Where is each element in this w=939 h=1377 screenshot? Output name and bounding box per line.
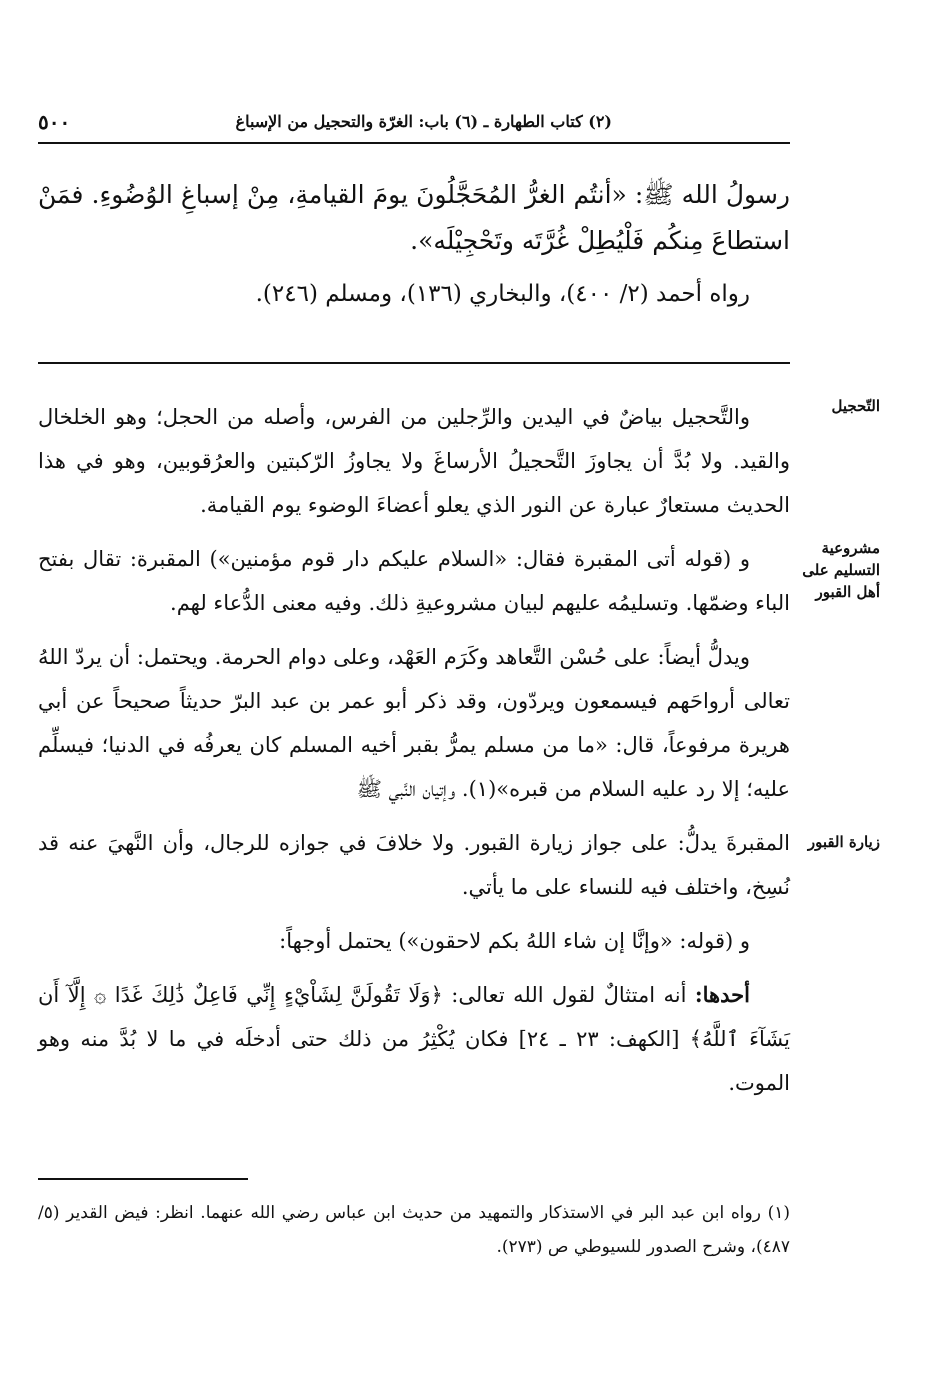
paragraph-text: أنه امتثالٌ لقول الله تعالى: ﴿وَلَا تَقُولَنَّ لِشَاْيْءٍ إِنِّي فَاعِلٌ ذَٰلِكَ غَدًا ۞ إِلَّآ أَن يَشَآءَ ٱللَّهُ﴾ [الكهف: ٢٣ ـ ٢٤] فكان يُكْثِرُ من ذلك حتى أدخلَه في ما لا بُدَّ منه وهو الموت. (38, 983, 790, 1095)
paragraph-lead: أحدها: (694, 982, 750, 1007)
sidenote-tahjil: التّحجيل (831, 397, 880, 415)
footnote: (١) رواه ابن عبد البر في الاستذكار والتمهيد من حديث ابن عباس رضي الله عنهما. انظر: فيض القدير (٥/ ٤٨٧)، وشرح الصدور للسيوطي ص (٢٧٣). (38, 1203, 790, 1257)
paragraph-tahjil (38, 395, 880, 527)
footnote-divider (38, 1178, 248, 1180)
paragraph-qawluhu (38, 919, 790, 963)
page-header (38, 110, 790, 144)
paragraph-ziyara (38, 821, 880, 909)
paragraph-dalala (38, 635, 790, 811)
paragraph-text: و (قوله أتى المقبرة فقال: «السلام عليكم دار قوم مؤمنين») المقبرة: تقال بفتح الباء وضمّها. وتسليمُه عليهم لبيان مشروعيةِ ذلك. وفيه معنى الدُّعاء لهم. (38, 547, 790, 615)
running-title: (٢) كتاب الطهارة ـ (٦) باب: الغرّة والتحجيل من الإسباغ (235, 112, 612, 131)
commentary (38, 395, 880, 1115)
hadith-text: رسولُ الله ﷺ: «أنتُم الغرُّ المُحَجَّلُونَ يومَ القيامةِ، مِنْ إسباغِ الوُضُوءِ. فمَنْ استطاعَ مِنكُم فَلْيُطِلْ غُرَّتَه وتَحْجِيْلَه». (38, 180, 790, 255)
paragraph-text: المقبرةَ يدلُّ: على جواز زيارة القبور. ولا خلافَ في جوازه للرجال، وأن النَّهيَ عنه قد نُسِخ، واختلف فيه للنساء على ما يأتي. (38, 831, 790, 899)
hadith-block (38, 172, 790, 314)
paragraph-text: والتَّحجيل بياضٌ في اليدين والرِّجلين من الفرس، وأصله من الحجل؛ وهو الخلخال والقيد. ولا بُدَّ أن يجاوزَ التَّحجيلُ الأرساغَ ولا يجاوزُ الرّكبتين والعرُقوبين، وهو في هذا الحديث مستعارٌ عبارة عن النور الذي يعلو أعضاءَ الوضوء يوم القيامة. (38, 405, 790, 517)
sidenote-taslim: مشروعية التسليم على أهل القبور (802, 539, 880, 601)
paragraph-taslim (38, 537, 880, 625)
paragraph-ahaduha (38, 973, 790, 1105)
section-divider (38, 362, 790, 364)
hadith-reference: رواه أحمد (٢/ ٤٠٠)، والبخاري (١٣٦)، ومسلم (٢٤٦). (255, 281, 750, 307)
paragraph-text: ويدلُّ أيضاً: على حُسْن التَّعاهد وكَرَم العَهْد، وعلى دوام الحرمة. ويحتمل: أن يردّ اللهُ تعالى أرواحَهم فيسمعون ويردّون، وقد ذكر أبو عمر بن عبد البرّ حديثاً صحيحاً عن أبي هريرة مرفوعاً، قال: «ما من مسلم يمرُّ بقبر أخيه المسلم كان يعرفُه في الدنيا؛ فيسلِّم عليه؛ إلا رد عليه السلام من قبره»(١). وإتيان النَّبي ﷺ (38, 645, 790, 801)
paragraph-text: و (قوله: «وإنَّا إن شاء اللهُ بكم لاحقون») يحتمل أوجهاً: (279, 929, 750, 953)
page-number: ٥٠٠ (38, 110, 71, 134)
sidenote-ziyara: زيارة القبور (807, 833, 880, 851)
